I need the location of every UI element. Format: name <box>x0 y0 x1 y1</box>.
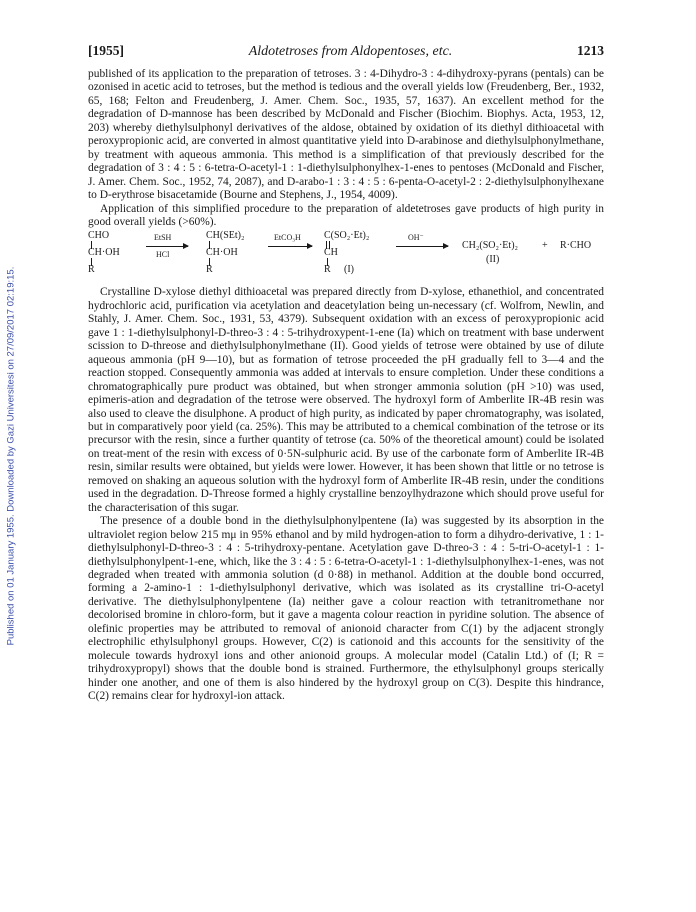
paragraph-xylose: Crystalline D-xylose diethyl dithioacetal was prepared directly from D-xylose, ethanethiol, and concentrated hydrochloric acid, purification via acetylation and deacetylation being un-necessary (cf. Wolfrom, Newlin, and Stahly, J. Amer. Chem. Soc., 1931, 53, 4379). Subsequent oxidation with an excess of peroxypropionic acid gave 1 : 1-diethylsulphonyl-D-threo-3 : 4 : 5-trihydroxypent-1-ene (Ia) which on treatment with base underwent scission to D-threose and diethylsulphonylmethane (II). Good yields of tetrose were obtained by use of dilute aqueous ammonia (pH 9—10), but as formation of tetrose proceeded the pH gradually fell to 3—4 and the reaction stopped. Consequently ammonia was added at intervals to ensure completion. Under these conditions a chromatographically pure product was obtained, but when stronger ammonia solution (pH >10) was used, epimeris-ation and degradation of the tetrose were observed. The hydroxyl form of Amberlite IR-4B resin was also used to cleave the disulphone. A product of high purity, as indicated by paper chromatography, was isolated, but in comparatively poor yield (ca. 25%). This may be attributed to a chemical combination of the tetrose or its precursor with the resin, since a further quantity of tetrose (ca. 50% of the theoretical amount) could be isolated on treat-ment of the resin with excess of 0·5N-sulphuric acid. By use of the carbonate form of Amberlite IR-4B resin, similar results were obtained, but yields were lower. However, it has been shown that little or no tetrose is removed on shaking an aqueous solution with the hydroxyl form of Amberlite IR-4B resin, under the conditions used in the degradation. D-Threose formed a highly crystalline benzoylhydrazone which should prove useful for the characterisation of this sugar. <box>88 286 604 514</box>
header-title: Aldotetroses from Aldopentoses, etc. <box>248 44 453 59</box>
scheme-sm-r: R <box>88 264 95 276</box>
paragraph-intro: published of its application to the preparation of tetroses. 3 : 4-Dihydro-3 : 4-dihydroxy-pyrans (pentals) can be ozonised in acetic acid to tetroses, but the method is tedious and the overall yields low (Freudenberg, Ber., 1932, 65, 168; Felton and Freudenberg, J. Amer. Chem. Soc., 1935, 57, 1637). An excellent method for the degradation of D-mannose has been described by McDonald and Fischer (Biochim. Biophys. Acta, 1953, 12, 203) whereby diethylsulphonyl derivatives of the aldose, obtained by oxidation of its diethyl dithioacetal with peroxypropionic acid, are converted in almost quantitative yield into D-arabinose and diethylsulphonylmethane, by treatment with aqueous ammonia. This method is a simplification of that previously described for the degradation of 3 : 4 : 5 : 6-tetra-O-acetyl-1 : 1-diethylsulphonylhex-1-enes to pentoses (McDonald and Fischer, J. Amer. Chem. Soc., 1952, 74, 2087), and D-arabo-1 : 3 : 4 : 5 : 6-penta-O-acetyl-2 : 2-diethylsulphonylhexane to D-erythrose bisacetamide (Bourne and Stephens, J., 1954, 4009). <box>88 68 604 202</box>
scheme-int1-choh: CH·OH <box>206 247 238 259</box>
reaction-scheme <box>88 230 604 284</box>
scheme-sm-cho: CHO <box>88 230 110 242</box>
scheme-arrow-2 <box>268 246 312 247</box>
running-header <box>88 43 604 60</box>
scheme-plus: + <box>542 240 548 252</box>
scheme-int2-r: R <box>324 264 331 276</box>
scheme-product-aldehyde: R·CHO <box>560 240 592 252</box>
journal-page <box>88 43 604 703</box>
watermark-text: Published on 01 January 1955. Downloaded by Gazi Universitesi on 27/09/2017 02:19:15. <box>5 266 17 646</box>
scheme-label-i: (I) <box>344 264 354 276</box>
scheme-arrow-1 <box>146 246 188 247</box>
scheme-reagent-hcl: HCl <box>156 250 170 260</box>
scheme-label-ii: (II) <box>486 254 500 266</box>
paragraph-application: Application of this simplified procedure to the preparation of aldetetroses gave products of high purity in good overall yields (>60%). <box>88 202 604 228</box>
header-year: [1955] <box>88 43 124 58</box>
paragraph-double-bond: The presence of a double bond in the diethylsulphonylpentene (Ia) was suggested by its absorption in the ultraviolet region below 215 mμ in 95% ethanol and by mild hydrogen-ation to form a dihydro-derivative, 1 : 1-diethylsulphonyl-D-threo-3 : 4 : 5-trihydroxy-pentane. Acetylation gave D-threo-3 : 4 : 5-tri-O-acetyl-1 : 1-diethylsulphonylpent-1-ene, which, like the 3 : 4 : 5 : 6-tetra-O-acetyl-1 : 1-diethylsulphonylhex-1-enes, was not degraded when treated with ammonia solution (d 0·88) in methanol. Addition at the double bond occurred, forming a 2-amino-1 : 1-diethylsulphonyl derivative, which was isolated as its crystalline tri-O-acetyl derivative. The diethylsulphonylpentene (Ia) neither gave a colour reaction with tetranitromethane nor decolorised bromine in chloro-form, but it gave a magenta colour reaction in pyridine solution. The absence of olefinic properties may be attributed to removal of anionoid character from C(1) by the adjacent strongly electrophilic ethylsulphonyl groups. However, C(2) is cationoid and this accounts for the sensitivity of the molecule towards hydroxyl ions and other anionoid groups. A molecular model (Catalin Ltd.) of (I; R = trihydroxypropyl) shows that the double bond is strained. Furthermore, the ethylsulphonyl groups sterically hinder one another, and one of them is also hindered by the hydroxyl group on C(3). Despite this hindrance, C(2) remains clear for hydroxyl-ion attack. <box>88 515 604 703</box>
scheme-reagent-etsh: EtSH <box>154 233 172 243</box>
scheme-arrow-3 <box>396 246 448 247</box>
scheme-product-disulphone: CH₂(SO₂·Et)₂ <box>462 240 519 252</box>
scheme-int2-ch: CH <box>324 247 338 259</box>
header-page-number: 1213 <box>577 43 604 58</box>
download-watermark <box>0 0 22 912</box>
scheme-sm-choh: CH·OH <box>88 247 120 259</box>
scheme-reagent-etco3h: EtCO₃H <box>274 233 301 243</box>
scheme-int1-r: R <box>206 264 213 276</box>
scheme-int1-ch-set: CH(SEt)₂ <box>206 230 245 242</box>
scheme-int2-c-so2: C(SO₂·Et)₂ <box>324 230 370 242</box>
scheme-reagent-oh: OH⁻ <box>408 233 424 243</box>
